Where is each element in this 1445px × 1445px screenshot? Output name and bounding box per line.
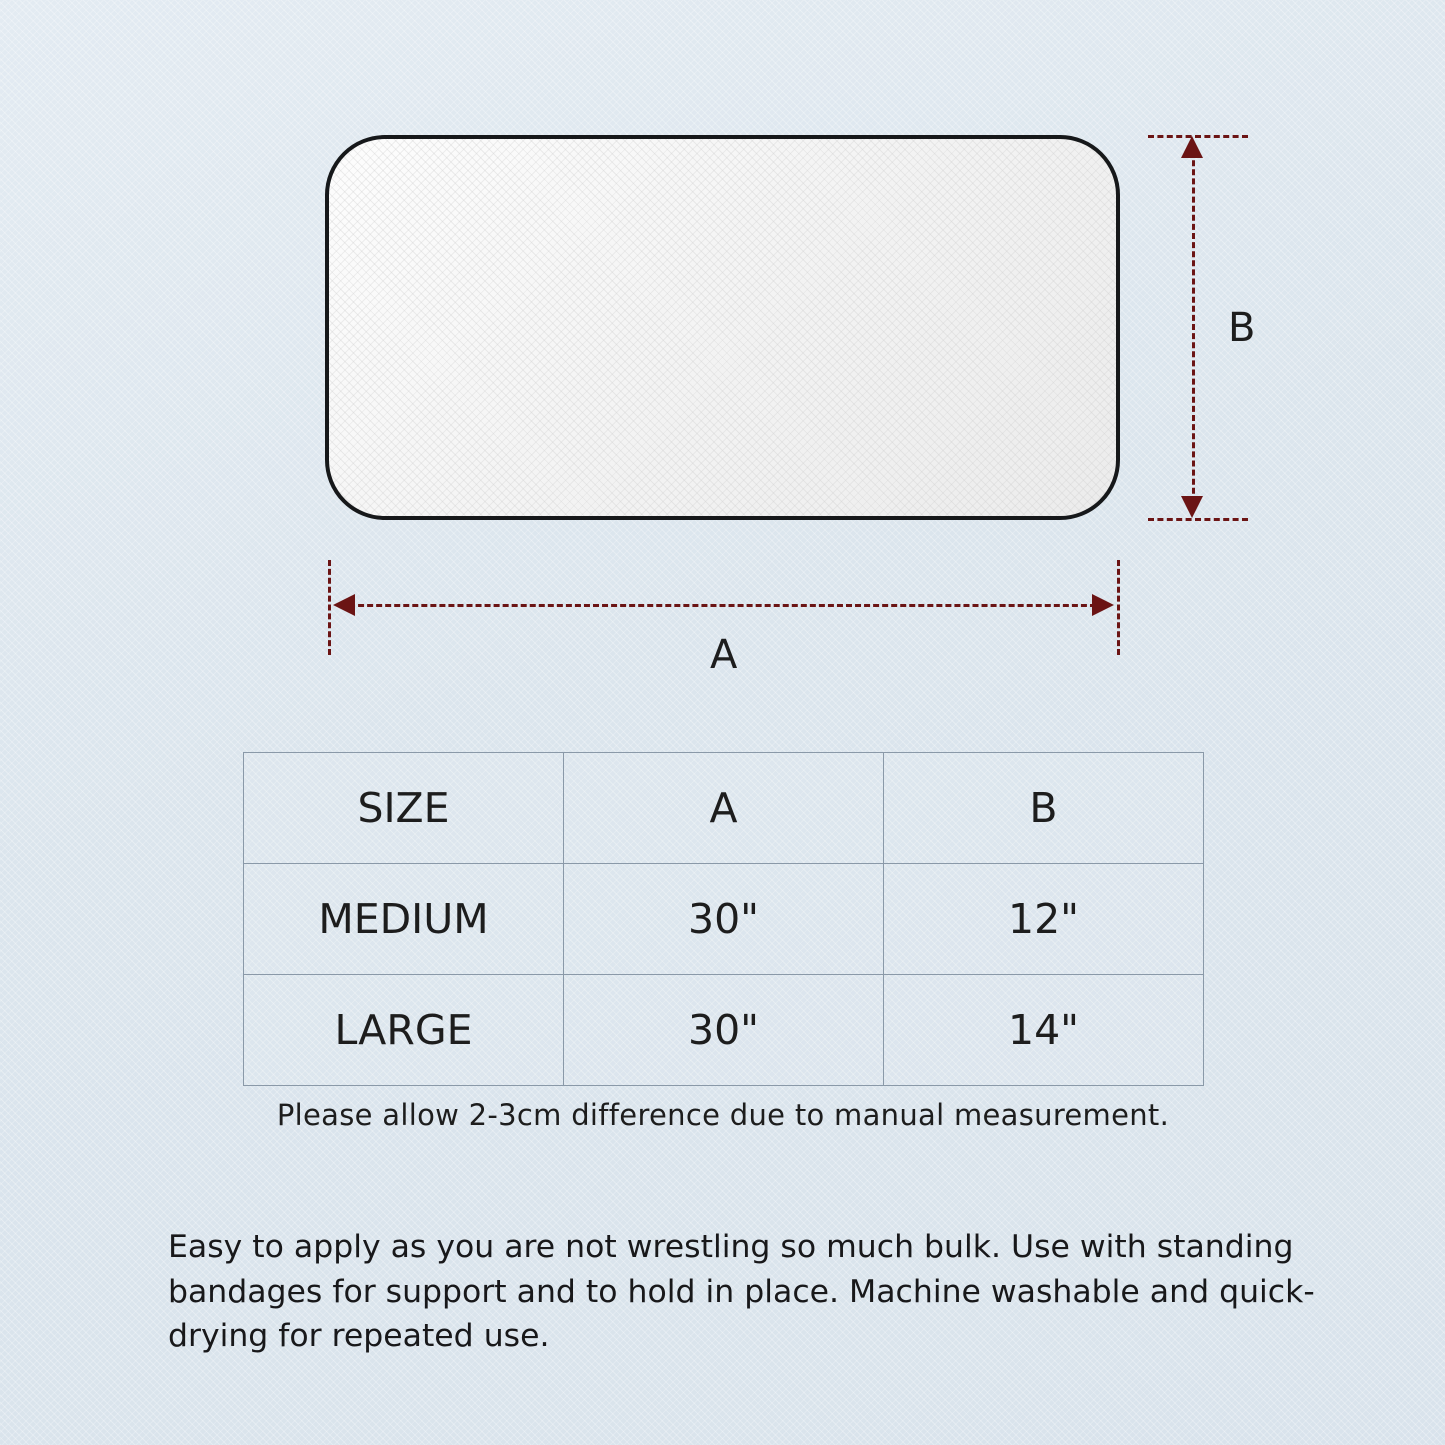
header-b: B [884,753,1204,864]
header-size: SIZE [244,753,564,864]
cell-a-medium: 30" [564,864,884,975]
b-arrow-bottom [1181,496,1203,518]
a-arrow-left [333,594,355,616]
b-bottom-extension-line [1148,518,1248,521]
cell-size-medium: MEDIUM [244,864,564,975]
a-arrow-right [1092,594,1114,616]
cell-size-large: LARGE [244,975,564,1086]
dimension-label-a: A [710,632,738,678]
cell-a-large: 30" [564,975,884,1086]
product-dimension-diagram [0,0,1445,720]
b-measure-line [1192,142,1195,512]
cell-b-medium: 12" [884,864,1204,975]
product-shape [325,135,1120,520]
table-row [244,975,1204,1086]
dimension-label-b: B [1228,305,1256,351]
table-header-row [244,753,1204,864]
b-arrow-top [1181,136,1203,158]
cell-b-large: 14" [884,975,1204,1086]
a-left-extension-line [328,560,331,655]
product-description: Easy to apply as you are not wrestling so much bulk. Use with standing bandages for support and to hold in place. Machine washable and quick-drying for repeated use. [168,1229,1315,1355]
a-right-extension-line [1117,560,1120,655]
size-chart-table [243,752,1204,1086]
a-measure-line [340,604,1105,607]
measurement-note: Please allow 2-3cm difference due to manual measurement. [276,1098,1170,1132]
table-row [244,864,1204,975]
header-a: A [564,753,884,864]
